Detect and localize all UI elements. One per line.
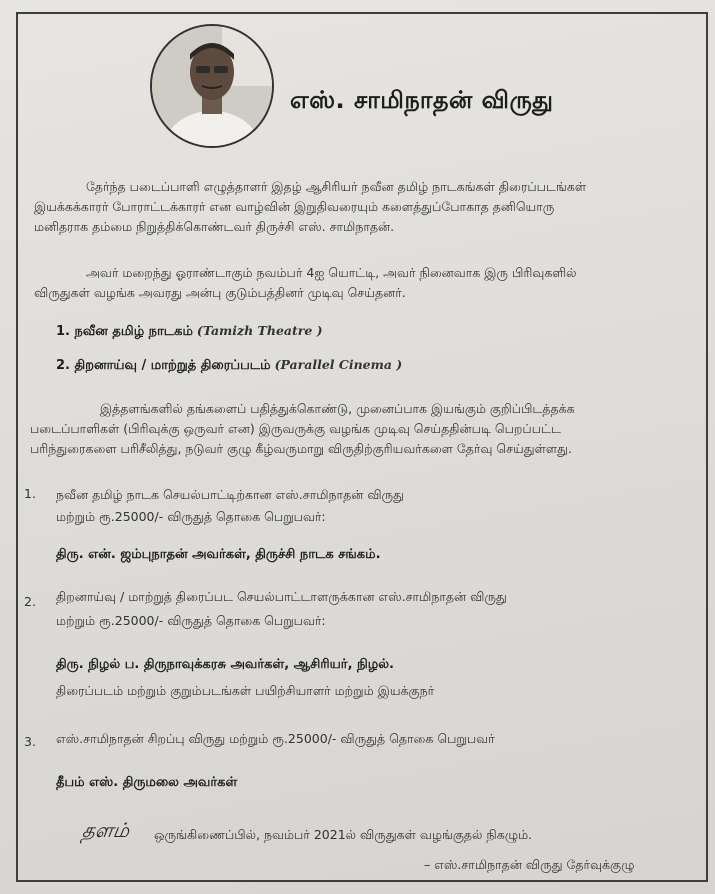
committee-signature: – எஸ்.சாமிநாதன் விருது தேர்வுக்குழு (424, 857, 635, 872)
award-1-line-1: நவீன தமிழ் நாடக செயல்பாட்டிற்கான எஸ்.சாமிநாதன் விருது (56, 487, 404, 502)
footer-note: ஒருங்கிணைப்பில், நவம்பர் 2021ல் விருதுகள் வழங்குதல் நிகழும். (154, 827, 533, 842)
intro-line-1: தேர்ந்த படைப்பாளி எழுத்தாளர் இதழ் ஆசிரியர் நவீன தமிழ் நாடகங்கள் திரைப்படங்கள் (86, 179, 587, 194)
para3-line-3: பரிந்துரைகளை பரிசீலித்து, நடுவர் குழு கீழ்வருமாறு விருதிற்குரியவர்களை தேர்வு செய்துள்ளது. (30, 441, 572, 456)
award-2-number: 2. (24, 594, 36, 609)
category-2 (56, 356, 402, 375)
award-1-line-2: மற்றும் ரூ.25000/- விருதுத் தொகை பெறுபவர்: (56, 509, 326, 524)
intro-line-2: இயக்கக்காரர் போராட்டக்காரர் என வாழ்வின் இறுதிவரையும் களைத்துப்போகாத தனியொரு (34, 199, 555, 214)
category-1 (56, 322, 323, 341)
award-2-winner-role: திரைப்படம் மற்றும் குறும்படங்கள் பயிற்சியாளர் மற்றும் இயக்குநர் (56, 683, 435, 698)
para2-line-2: விருதுகள் வழங்க அவரது அன்பு குடும்பத்தினர் முடிவு செய்தனர். (34, 285, 406, 300)
award-3-number: 3. (24, 734, 36, 749)
award-3-winner: தீபம் எஸ். திருமலை அவர்கள் (56, 775, 238, 790)
award-2-winner: திரு. நிழல் ப. திருநாவுக்கரசு அவர்கள், ஆசிரியர், நிழல். (56, 657, 394, 672)
page-title: எஸ். சாமிநாதன் விருது (290, 86, 554, 114)
category-2-english: (Parallel Cinema ) (274, 357, 403, 372)
category-2-tamil: 2. திறனாய்வு / மாற்றுத் திரைப்படம் (56, 358, 271, 373)
thalam-signature: தளம் (80, 818, 132, 842)
intro-line-3: மனிதராக தம்மை நிறுத்திக்கொண்டவர் திருச்சி எஸ். சாமிநாதன். (34, 219, 395, 234)
para3-line-2: படைப்பாளிகள் (பிரிவுக்கு ஒருவர் என) இருவருக்கு வழங்க முடிவு செய்ததின்படி பெறப்பட்ட (30, 421, 561, 436)
para2-line-1: அவர் மறைந்து ஓராண்டாகும் நவம்பர் 4ஐ யொட்டி, அவர் நினைவாக இரு பிரிவுகளில் (86, 265, 577, 280)
award-1-winner: திரு. என். ஜம்புநாதன் அவர்கள், திருச்சி நாடக சங்கம். (56, 547, 381, 562)
portrait-photo (150, 24, 274, 148)
category-1-english: (Tamizh Theatre ) (196, 323, 323, 338)
para3-line-1: இத்தளங்களில் தங்களைப் பதித்துக்கொண்டு, முனைப்பாக இயங்கும் குறிப்பிடத்தக்க (100, 401, 575, 416)
category-1-tamil: 1. நவீன தமிழ் நாடகம் (56, 324, 193, 339)
award-2-line-1: திறனாய்வு / மாற்றுத் திரைப்பட செயல்பாட்டாளருக்கான எஸ்.சாமிநாதன் விருது (56, 589, 507, 604)
award-3-line-1: எஸ்.சாமிநாதன் சிறப்பு விருது மற்றும் ரூ.25000/- விருதுத் தொகை பெறுபவர் (56, 731, 495, 746)
award-1-number: 1. (24, 486, 36, 501)
award-2-line-2: மற்றும் ரூ.25000/- விருதுத் தொகை பெறுபவர்: (56, 613, 326, 628)
